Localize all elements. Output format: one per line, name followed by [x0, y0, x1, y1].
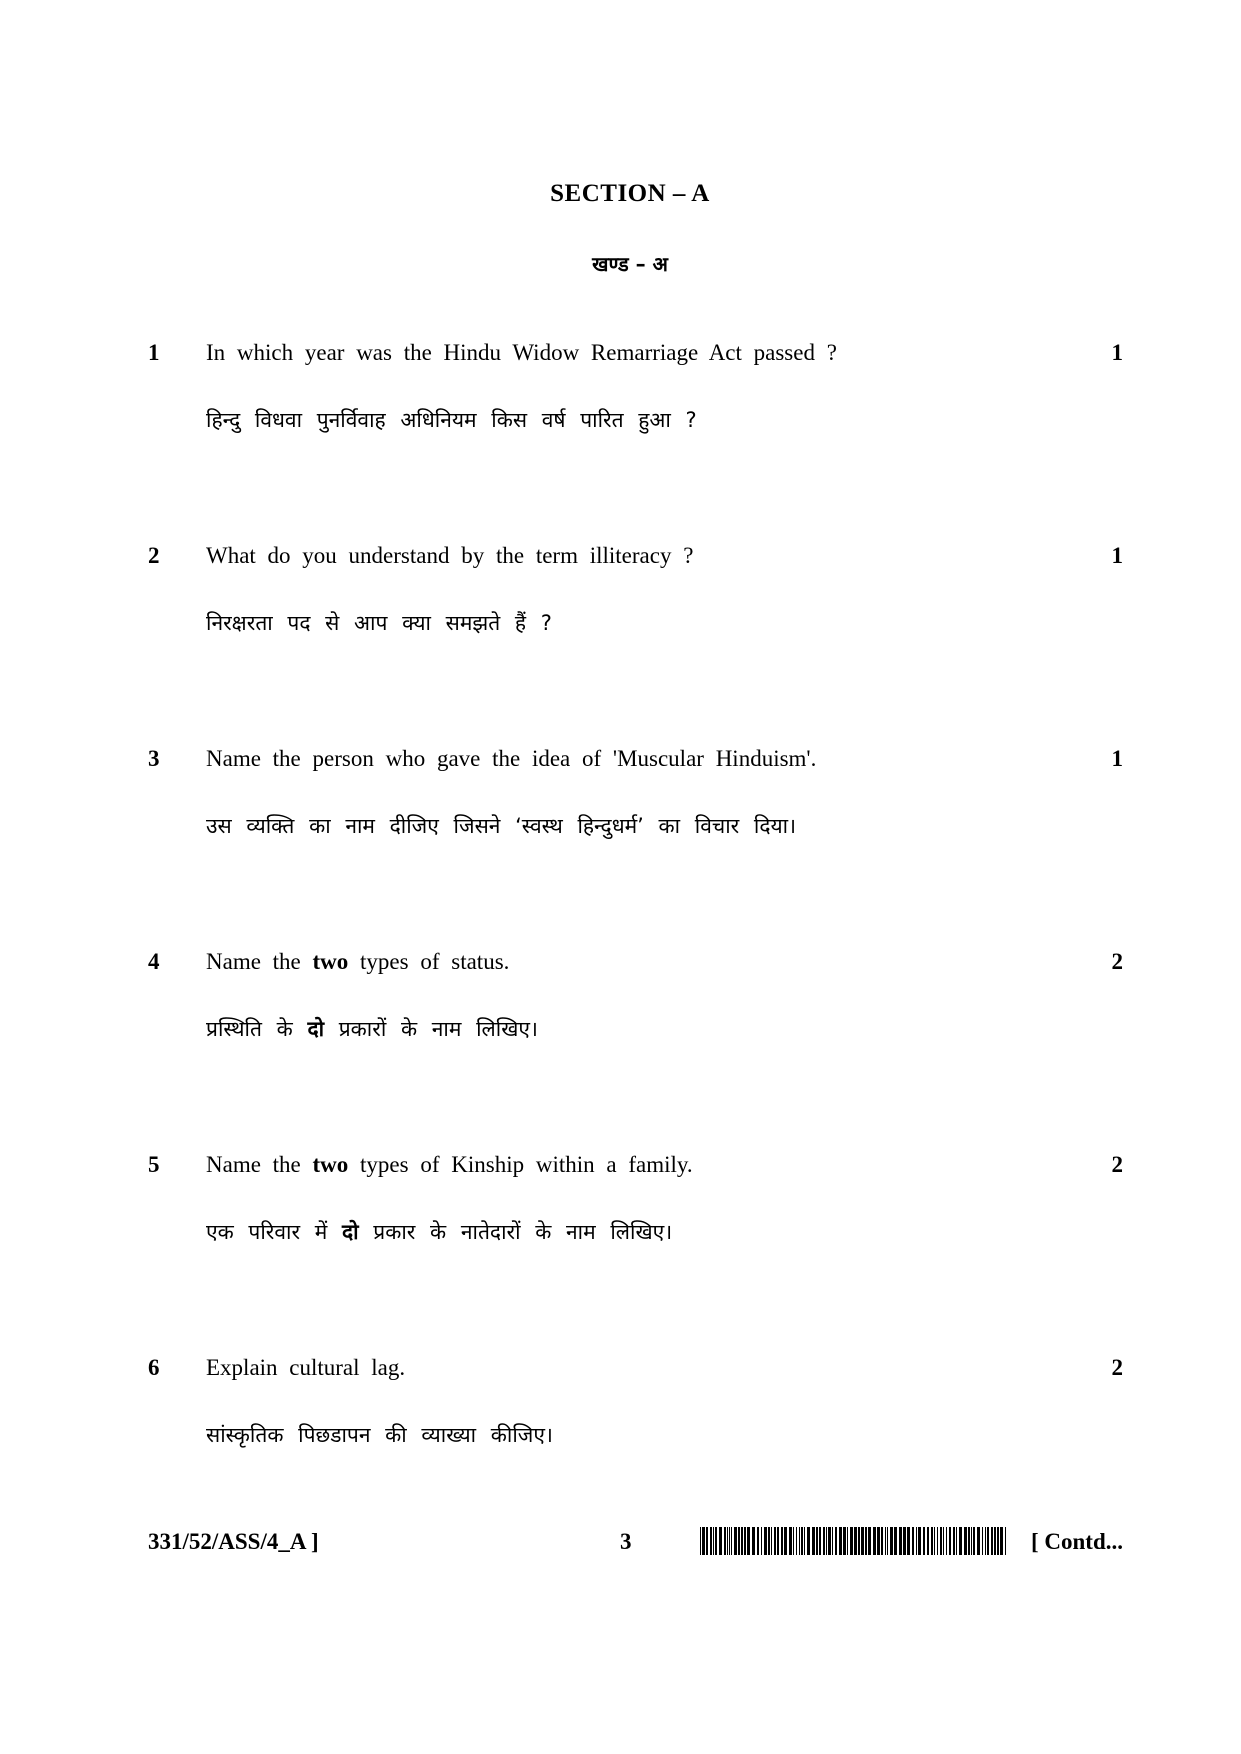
barcode-bar: [912, 1527, 914, 1555]
text-segment: types of Kinship within a family.: [348, 1152, 693, 1177]
page-number: 3: [620, 1529, 632, 1554]
barcode-bar: [934, 1527, 935, 1555]
barcode-bar: [826, 1527, 827, 1555]
barcode-bar: [982, 1527, 983, 1555]
barcode-bar: [843, 1527, 846, 1555]
barcode-bar: [801, 1527, 803, 1555]
barcode-bar: [729, 1527, 730, 1555]
text-segment: प्रस्थिति के: [206, 1017, 308, 1041]
question-1: [148, 340, 1123, 480]
barcode-bar: [1000, 1527, 1003, 1555]
section-title: SECTION – A: [550, 180, 710, 207]
page-footer: [148, 1525, 1123, 1561]
question-text-english: What do you understand by the term illiteracy ?: [206, 543, 694, 568]
barcode-bar: [784, 1527, 787, 1555]
barcode-bar: [700, 1527, 701, 1555]
question-marks: 2: [1111, 1152, 1123, 1177]
barcode-bar: [731, 1527, 732, 1555]
barcode-bar: [774, 1527, 776, 1555]
barcode-bar: [977, 1527, 980, 1555]
barcode-bar: [744, 1527, 746, 1555]
barcode-bar: [839, 1527, 842, 1555]
barcode-bar: [796, 1527, 797, 1555]
barcode-bar: [887, 1527, 888, 1555]
barcode-bar: [710, 1527, 712, 1555]
barcode-bar: [719, 1527, 722, 1555]
paper-code: 331/52/ASS/4_A ]: [148, 1529, 319, 1554]
barcode-bar: [997, 1527, 999, 1555]
barcode-bar: [949, 1527, 951, 1555]
question-6: [148, 1355, 1123, 1495]
text-segment: प्रकार के नातेदारों के नाम लिखिए।: [358, 1220, 673, 1244]
barcode-bar: [868, 1527, 871, 1555]
question-text-hindi: [206, 1015, 538, 1043]
barcode-bar: [793, 1527, 794, 1555]
barcode-bar: [799, 1527, 800, 1555]
barcode-bar: [937, 1527, 938, 1555]
barcode-bar: [899, 1527, 902, 1555]
barcode-bar: [832, 1527, 833, 1555]
barcode-bar: [971, 1527, 972, 1555]
barcode-bar: [823, 1527, 825, 1555]
barcode-bar: [907, 1527, 910, 1555]
barcode-bar: [987, 1527, 989, 1555]
barcode-bar: [991, 1527, 993, 1555]
question-number: 2: [148, 543, 160, 568]
barcode-bar: [931, 1527, 933, 1555]
barcode-icon: [700, 1527, 1010, 1555]
question-number: 3: [148, 746, 160, 771]
question-marks: 1: [1111, 340, 1123, 365]
question-marks: 2: [1111, 949, 1123, 974]
barcode-bar: [916, 1527, 917, 1555]
continued-label: [ Contd...: [1030, 1529, 1123, 1554]
bold-text-segment: two: [312, 1152, 349, 1177]
barcode-bar: [804, 1527, 805, 1555]
question-marks: 2: [1111, 1355, 1123, 1380]
question-text-hindi: [206, 1218, 672, 1246]
question-text-hindi: हिन्दु विधवा पुनर्विवाह अधिनियम किस वर्ष पारित हुआ ?: [206, 408, 697, 432]
barcode-bar: [985, 1527, 986, 1555]
barcode-bar: [738, 1527, 740, 1555]
question-4: [148, 949, 1123, 1089]
barcode-bar: [873, 1527, 876, 1555]
question-number: 1: [148, 340, 160, 365]
barcode-bar: [747, 1527, 750, 1555]
question-marks: 1: [1111, 543, 1123, 568]
text-segment: प्रकारों के नाम लिखिए।: [324, 1017, 538, 1041]
barcode-bar: [741, 1527, 743, 1555]
barcode-bar: [816, 1527, 818, 1555]
question-5: [148, 1152, 1123, 1292]
barcode-bar: [994, 1527, 996, 1555]
question-3: [148, 746, 1123, 886]
question-text-hindi: उस व्यक्ति का नाम दीजिए जिसने ‘स्वस्थ हिन्दुधर्म’ का विचार दिया।: [206, 814, 797, 838]
barcode-bar: [789, 1527, 792, 1555]
barcode-bar: [918, 1527, 921, 1555]
barcode-bar: [865, 1527, 867, 1555]
bold-text-segment: दो: [342, 1220, 359, 1244]
barcode-bar: [927, 1527, 929, 1555]
barcode-bar: [854, 1527, 857, 1555]
barcode-bar: [923, 1527, 925, 1555]
barcode-bar: [850, 1527, 853, 1555]
barcode-bar: [819, 1527, 821, 1555]
question-text-english: In which year was the Hindu Widow Remarriage Act passed ?: [206, 340, 837, 365]
text-segment: Name the: [206, 949, 313, 974]
barcode-bar: [781, 1527, 783, 1555]
bold-text-segment: दो: [307, 1017, 325, 1041]
barcode-bar: [964, 1527, 967, 1555]
barcode-bar: [727, 1527, 728, 1555]
barcode-bar: [858, 1527, 860, 1555]
barcode-bar: [715, 1527, 717, 1555]
barcode-bar: [847, 1527, 848, 1555]
barcode-bar: [1005, 1527, 1006, 1555]
barcode-bar: [881, 1527, 883, 1555]
question-number: 5: [148, 1152, 160, 1177]
barcode-bar: [702, 1527, 705, 1555]
text-segment: types of status.: [348, 949, 510, 974]
barcode-bar: [890, 1527, 893, 1555]
text-segment: Name the: [206, 1152, 313, 1177]
question-number: 6: [148, 1355, 160, 1380]
barcode-bar: [771, 1527, 772, 1555]
barcode-bar: [764, 1527, 767, 1555]
barcode-bar: [903, 1527, 906, 1555]
barcode-bar: [940, 1527, 942, 1555]
barcode-bar: [894, 1527, 897, 1555]
question-text-english: Name the person who gave the idea of 'Muscular Hinduism'.: [206, 746, 817, 771]
barcode-bar: [968, 1527, 970, 1555]
question-text-english: Explain cultural lag.: [206, 1355, 406, 1380]
question-marks: 1: [1111, 746, 1123, 771]
barcode-bar: [807, 1527, 810, 1555]
barcode-bar: [953, 1527, 955, 1555]
barcode-bar: [946, 1527, 947, 1555]
question-text-hindi: सांस्कृतिक पिछडापन की व्याख्या कीजिए।: [206, 1423, 553, 1447]
text-segment: एक परिवार में: [206, 1220, 342, 1244]
barcode-bar: [812, 1527, 815, 1555]
barcode-bar: [861, 1527, 864, 1555]
bold-text-segment: two: [312, 949, 349, 974]
barcode-bar: [956, 1527, 957, 1555]
barcode-bar: [973, 1527, 975, 1555]
question-text-english: [206, 949, 509, 975]
barcode-bar: [828, 1527, 831, 1555]
barcode-bar: [706, 1527, 708, 1555]
barcode-bar: [734, 1527, 737, 1555]
barcode-bar: [777, 1527, 779, 1555]
barcode-bar: [757, 1527, 759, 1555]
question-2: [148, 543, 1123, 683]
question-text-hindi: निरक्षरता पद से आप क्या समझते हैं ?: [206, 611, 552, 635]
question-text-english: [206, 1152, 693, 1178]
barcode-bar: [768, 1527, 770, 1555]
barcode-bar: [761, 1527, 762, 1555]
barcode-bar: [752, 1527, 755, 1555]
barcode-bar: [877, 1527, 880, 1555]
barcode-bar: [885, 1527, 886, 1555]
section-subtitle-hindi: खण्ड – अ: [592, 252, 668, 276]
barcode-bar: [959, 1527, 962, 1555]
barcode-bar: [835, 1527, 837, 1555]
barcode-bar: [943, 1527, 944, 1555]
barcode-bar: [724, 1527, 726, 1555]
barcode-bar: [713, 1527, 714, 1555]
question-number: 4: [148, 949, 160, 974]
